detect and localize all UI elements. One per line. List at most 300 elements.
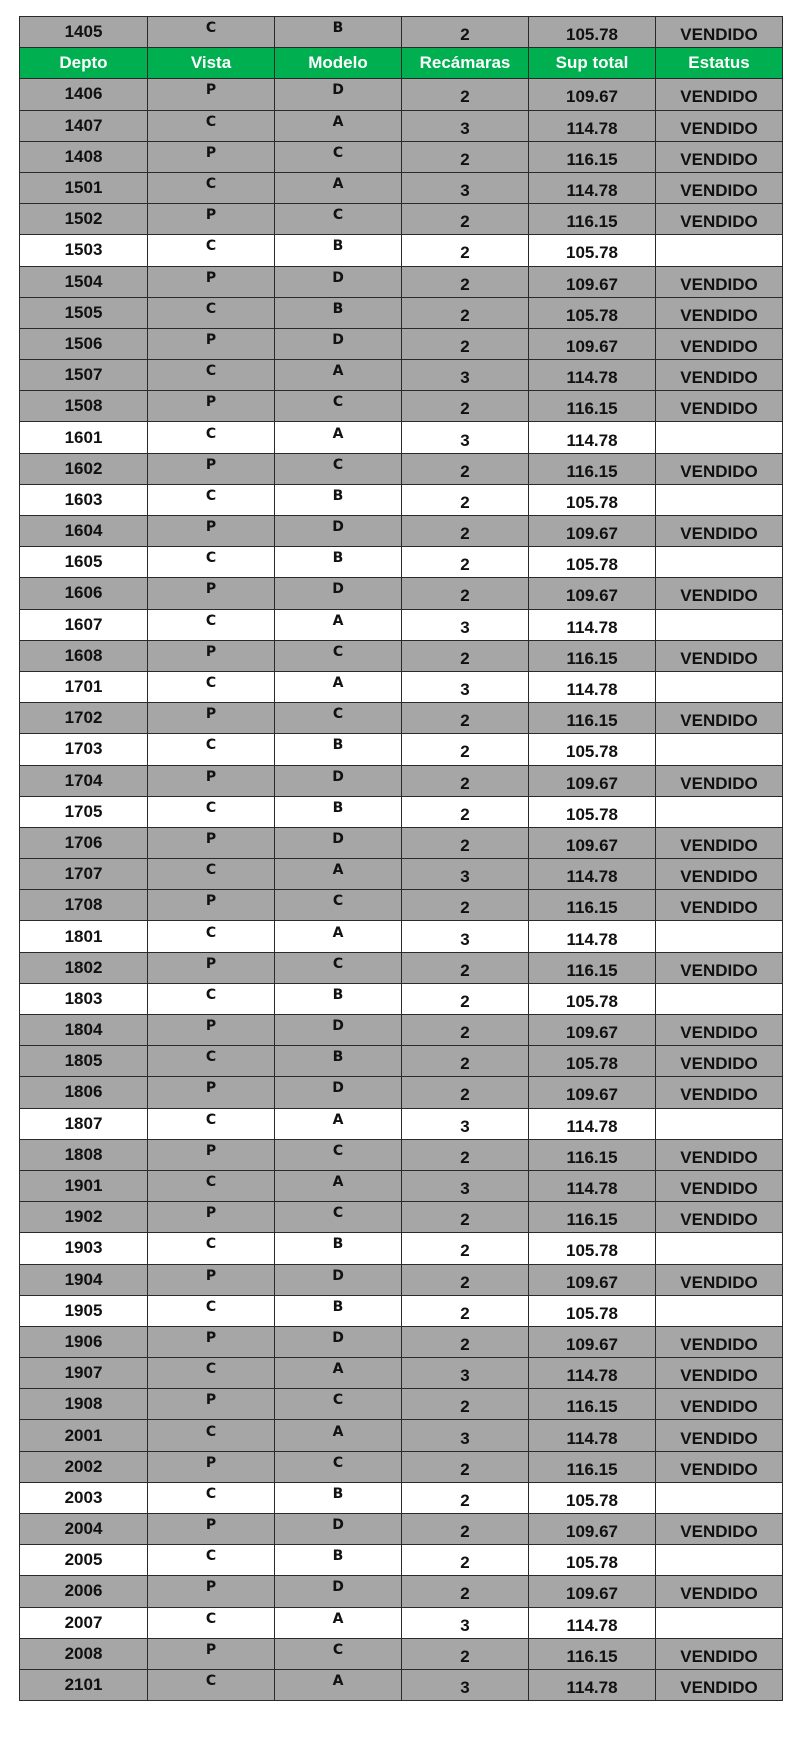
cell-text: 2: [460, 87, 470, 107]
table-row: [20, 952, 783, 983]
cell-depto: [20, 1669, 148, 1700]
cell-text: 114.78: [566, 181, 618, 201]
cell-text: 116.15: [566, 1397, 618, 1417]
units-table-body: [20, 17, 783, 1701]
cell-text: 2: [460, 1272, 470, 1292]
cell-recamaras: [402, 1576, 529, 1607]
cell-text: 116.15: [566, 1646, 618, 1666]
cell-estatus: [656, 484, 783, 515]
cell-estatus: [656, 1139, 783, 1170]
cell-sup-total: [529, 1420, 656, 1451]
cell-depto: [20, 1077, 148, 1108]
table-row: [20, 1077, 783, 1108]
cell-recamaras: [402, 141, 529, 172]
cell-estatus: [656, 1482, 783, 1513]
cell-sup-total: [529, 453, 656, 484]
cell-recamaras: [402, 1420, 529, 1451]
cell-text: 2008: [64, 1643, 103, 1663]
cell-recamaras: [402, 17, 529, 48]
table-row: [20, 1139, 783, 1170]
cell-sup-total: [529, 1202, 656, 1233]
cell-text: 109.67: [566, 1272, 618, 1292]
cell-estatus: [656, 827, 783, 858]
cell-text: D: [332, 331, 344, 348]
cell-text: C: [205, 176, 217, 193]
cell-recamaras: [402, 1295, 529, 1326]
cell-recamaras: [402, 859, 529, 890]
table-row: [20, 1514, 783, 1545]
cell-vista: [148, 1046, 275, 1077]
cell-text: C: [332, 1142, 344, 1159]
cell-text: 105.78: [566, 1553, 618, 1573]
cell-sup-total: [529, 1326, 656, 1357]
cell-recamaras: [402, 453, 529, 484]
cell-depto: [20, 1638, 148, 1669]
cell-sup-total: [529, 1607, 656, 1638]
cell-text: 1905: [64, 1300, 103, 1320]
cell-text: 1506: [64, 333, 103, 353]
table-row: [20, 640, 783, 671]
cell-text: VENDIDO: [680, 1428, 758, 1448]
cell-text: 1604: [64, 521, 103, 541]
cell-text: P: [205, 331, 217, 348]
cell-depto: [20, 1358, 148, 1389]
cell-text: 2: [460, 555, 470, 575]
cell-recamaras: [402, 204, 529, 235]
cell-text: 2: [460, 243, 470, 263]
cell-text: 2: [460, 742, 470, 762]
table-row: [20, 391, 783, 422]
cell-text: P: [205, 1080, 217, 1097]
cell-vista: [148, 297, 275, 328]
cell-text: 109.67: [566, 274, 618, 294]
cell-estatus: [656, 17, 783, 48]
cell-text: 114.78: [566, 1366, 618, 1386]
cell-vista: [148, 921, 275, 952]
cell-text: 3: [460, 1678, 470, 1698]
cell-text: 1708: [64, 895, 103, 915]
cell-text: 2: [460, 1522, 470, 1542]
cell-text: 3: [460, 368, 470, 388]
cell-vista: [148, 640, 275, 671]
cell-estatus: [656, 578, 783, 609]
cell-depto: [20, 1420, 148, 1451]
cell-text: 2: [460, 25, 470, 45]
cell-text: 105.78: [566, 1054, 618, 1074]
cell-text: 109.67: [566, 1334, 618, 1354]
cell-text: 116.15: [566, 1210, 618, 1230]
cell-depto: [20, 890, 148, 921]
cell-estatus: [656, 1451, 783, 1482]
cell-text: 1407: [64, 115, 103, 135]
header-text: Sup total: [555, 53, 629, 73]
cell-vista: [148, 578, 275, 609]
cell-vista: [148, 328, 275, 359]
cell-text: P: [205, 955, 217, 972]
cell-estatus: [656, 1077, 783, 1108]
cell-text: 2: [460, 804, 470, 824]
cell-text: VENDIDO: [680, 1646, 758, 1666]
cell-vista: [148, 484, 275, 515]
cell-vista: [148, 1576, 275, 1607]
cell-vista: [148, 110, 275, 141]
cell-sup-total: [529, 1233, 656, 1264]
cell-text: C: [332, 1641, 344, 1658]
cell-sup-total: [529, 1358, 656, 1389]
table-row: [20, 110, 783, 141]
cell-text: 1704: [64, 770, 103, 790]
cell-sup-total: [529, 141, 656, 172]
cell-depto: [20, 796, 148, 827]
cell-estatus: [656, 360, 783, 391]
cell-text: C: [205, 862, 217, 879]
table-row: [20, 1108, 783, 1139]
cell-text: 2: [460, 461, 470, 481]
cell-sup-total: [529, 1170, 656, 1201]
cell-recamaras: [402, 578, 529, 609]
cell-text: 114.78: [566, 1678, 618, 1698]
cell-text: B: [332, 1485, 344, 1502]
cell-text: 2001: [64, 1425, 103, 1445]
cell-estatus: [656, 765, 783, 796]
cell-text: 1605: [64, 552, 103, 572]
cell-text: 1606: [64, 583, 103, 603]
cell-text: 109.67: [566, 1584, 618, 1604]
cell-vista: [148, 1264, 275, 1295]
cell-text: 1903: [64, 1238, 103, 1258]
cell-vista: [148, 1451, 275, 1482]
cell-depto: [20, 1202, 148, 1233]
header-estatus: [656, 48, 783, 79]
cell-text: 2005: [64, 1550, 103, 1570]
cell-text: D: [332, 1329, 344, 1346]
cell-recamaras: [402, 422, 529, 453]
cell-vista: [148, 79, 275, 110]
cell-text: P: [205, 1205, 217, 1222]
cell-text: C: [205, 425, 217, 442]
cell-recamaras: [402, 1545, 529, 1576]
cell-modelo: [275, 235, 402, 266]
table-row: [20, 453, 783, 484]
table-row: [20, 890, 783, 921]
cell-sup-total: [529, 297, 656, 328]
cell-vista: [148, 1358, 275, 1389]
cell-text: A: [332, 675, 344, 692]
cell-sup-total: [529, 1015, 656, 1046]
cell-text: 2: [460, 1023, 470, 1043]
cell-modelo: [275, 1233, 402, 1264]
cell-text: 2006: [64, 1581, 103, 1601]
cell-text: 2: [460, 648, 470, 668]
cell-estatus: [656, 1638, 783, 1669]
cell-depto: [20, 859, 148, 890]
table-row: [20, 328, 783, 359]
cell-text: 109.67: [566, 87, 618, 107]
table-row: [20, 235, 783, 266]
cell-modelo: [275, 266, 402, 297]
cell-modelo: [275, 734, 402, 765]
cell-sup-total: [529, 110, 656, 141]
table-row: [20, 1576, 783, 1607]
header-text: Recámaras: [419, 53, 511, 73]
cell-recamaras: [402, 266, 529, 297]
cell-depto: [20, 1264, 148, 1295]
cell-modelo: [275, 1638, 402, 1669]
cell-text: C: [205, 612, 217, 629]
cell-depto: [20, 1514, 148, 1545]
cell-text: 3: [460, 867, 470, 887]
cell-vista: [148, 1420, 275, 1451]
cell-text: 3: [460, 680, 470, 700]
cell-sup-total: [529, 640, 656, 671]
cell-estatus: [656, 734, 783, 765]
cell-text: D: [332, 830, 344, 847]
cell-text: A: [332, 612, 344, 629]
cell-recamaras: [402, 640, 529, 671]
cell-text: D: [332, 1579, 344, 1596]
cell-text: P: [205, 394, 217, 411]
cell-estatus: [656, 453, 783, 484]
cell-recamaras: [402, 1514, 529, 1545]
cell-text: C: [205, 1423, 217, 1440]
cell-modelo: [275, 1077, 402, 1108]
cell-sup-total: [529, 422, 656, 453]
cell-text: 2: [460, 898, 470, 918]
cell-text: VENDIDO: [680, 212, 758, 232]
cell-text: 3: [460, 617, 470, 637]
cell-recamaras: [402, 172, 529, 203]
cell-text: C: [332, 1454, 344, 1471]
cell-recamaras: [402, 1326, 529, 1357]
cell-text: C: [205, 1111, 217, 1128]
cell-vista: [148, 1139, 275, 1170]
cell-text: C: [205, 487, 217, 504]
cell-sup-total: [529, 671, 656, 702]
cell-depto: [20, 516, 148, 547]
cell-recamaras: [402, 765, 529, 796]
table-row: [20, 796, 783, 827]
cell-text: B: [332, 986, 344, 1003]
cell-estatus: [656, 266, 783, 297]
cell-text: 2003: [64, 1487, 103, 1507]
cell-recamaras: [402, 890, 529, 921]
table-row: [20, 765, 783, 796]
cell-text: P: [205, 893, 217, 910]
table-row: [20, 1202, 783, 1233]
cell-modelo: [275, 1451, 402, 1482]
cell-modelo: [275, 1170, 402, 1201]
cell-text: P: [205, 1018, 217, 1035]
cell-vista: [148, 734, 275, 765]
cell-estatus: [656, 1326, 783, 1357]
table-row: [20, 1638, 783, 1669]
cell-recamaras: [402, 921, 529, 952]
cell-vista: [148, 1326, 275, 1357]
cell-sup-total: [529, 360, 656, 391]
cell-text: 3: [460, 1615, 470, 1635]
cell-text: VENDIDO: [680, 648, 758, 668]
cell-modelo: [275, 360, 402, 391]
cell-estatus: [656, 983, 783, 1014]
cell-recamaras: [402, 516, 529, 547]
cell-depto: [20, 1607, 148, 1638]
cell-text: B: [332, 300, 344, 317]
cell-estatus: [656, 921, 783, 952]
table-row: [20, 297, 783, 328]
cell-text: 109.67: [566, 835, 618, 855]
cell-recamaras: [402, 827, 529, 858]
cell-text: VENDIDO: [680, 1584, 758, 1604]
table-row: [20, 1015, 783, 1046]
cell-depto: [20, 204, 148, 235]
cell-depto: [20, 266, 148, 297]
cell-text: A: [332, 1174, 344, 1191]
cell-text: B: [332, 1236, 344, 1253]
cell-text: VENDIDO: [680, 1397, 758, 1417]
cell-text: 109.67: [566, 1085, 618, 1105]
cell-text: 3: [460, 181, 470, 201]
table-row: [20, 79, 783, 110]
cell-modelo: [275, 609, 402, 640]
cell-text: 114.78: [566, 368, 618, 388]
cell-depto: [20, 110, 148, 141]
cell-text: 114.78: [566, 617, 618, 637]
cell-text: 114.78: [566, 1179, 618, 1199]
table-row: [20, 1420, 783, 1451]
cell-text: C: [205, 1236, 217, 1253]
cell-text: 1505: [64, 302, 103, 322]
cell-text: C: [205, 20, 217, 37]
cell-sup-total: [529, 952, 656, 983]
cell-sup-total: [529, 1545, 656, 1576]
cell-sup-total: [529, 765, 656, 796]
cell-modelo: [275, 1139, 402, 1170]
cell-text: VENDIDO: [680, 524, 758, 544]
table-row: [20, 1451, 783, 1482]
cell-text: 114.78: [566, 1428, 618, 1448]
cell-text: 1602: [64, 458, 103, 478]
table-row: [20, 360, 783, 391]
cell-text: B: [332, 1548, 344, 1565]
table-row: [20, 172, 783, 203]
cell-text: 1703: [64, 739, 103, 759]
cell-text: D: [332, 82, 344, 99]
cell-text: D: [332, 1080, 344, 1097]
table-row: [20, 204, 783, 235]
cell-text: VENDIDO: [680, 898, 758, 918]
cell-depto: [20, 703, 148, 734]
cell-text: 2: [460, 305, 470, 325]
cell-text: C: [205, 300, 217, 317]
cell-depto: [20, 235, 148, 266]
cell-depto: [20, 671, 148, 702]
cell-sup-total: [529, 890, 656, 921]
table-row: [20, 1389, 783, 1420]
cell-depto: [20, 827, 148, 858]
cell-text: 1406: [64, 84, 103, 104]
cell-text: 2: [460, 1085, 470, 1105]
cell-text: 116.15: [566, 898, 618, 918]
table-row: [20, 141, 783, 172]
header-text: Depto: [59, 53, 108, 73]
cell-text: 1806: [64, 1082, 103, 1102]
cell-depto: [20, 141, 148, 172]
cell-recamaras: [402, 609, 529, 640]
cell-text: P: [205, 643, 217, 660]
cell-modelo: [275, 1669, 402, 1700]
cell-text: C: [205, 675, 217, 692]
cell-vista: [148, 172, 275, 203]
table-row: [20, 1482, 783, 1513]
cell-vista: [148, 422, 275, 453]
cell-text: C: [205, 113, 217, 130]
cell-text: 116.15: [566, 1147, 618, 1167]
cell-text: 116.15: [566, 960, 618, 980]
cell-estatus: [656, 609, 783, 640]
cell-estatus: [656, 1108, 783, 1139]
cell-depto: [20, 17, 148, 48]
cell-text: 1802: [64, 957, 103, 977]
cell-recamaras: [402, 703, 529, 734]
cell-text: VENDIDO: [680, 711, 758, 731]
cell-sup-total: [529, 983, 656, 1014]
cell-sup-total: [529, 796, 656, 827]
cell-vista: [148, 1389, 275, 1420]
cell-depto: [20, 1326, 148, 1357]
cell-estatus: [656, 1545, 783, 1576]
cell-recamaras: [402, 1358, 529, 1389]
cell-sup-total: [529, 1451, 656, 1482]
cell-text: VENDIDO: [680, 368, 758, 388]
cell-text: 1706: [64, 832, 103, 852]
cell-modelo: [275, 391, 402, 422]
cell-text: A: [332, 1673, 344, 1690]
cell-vista: [148, 796, 275, 827]
cell-text: 2101: [64, 1675, 103, 1695]
cell-text: 109.67: [566, 524, 618, 544]
cell-text: C: [205, 737, 217, 754]
cell-text: C: [332, 955, 344, 972]
cell-depto: [20, 983, 148, 1014]
cell-text: A: [332, 113, 344, 130]
table-row: [20, 547, 783, 578]
cell-text: D: [332, 519, 344, 536]
cell-text: VENDIDO: [680, 867, 758, 887]
cell-sup-total: [529, 547, 656, 578]
cell-text: 2: [460, 773, 470, 793]
cell-text: 116.15: [566, 648, 618, 668]
cell-sup-total: [529, 1295, 656, 1326]
cell-depto: [20, 328, 148, 359]
cell-text: 1807: [64, 1113, 103, 1133]
cell-modelo: [275, 703, 402, 734]
cell-text: 105.78: [566, 305, 618, 325]
cell-depto: [20, 1295, 148, 1326]
cell-sup-total: [529, 734, 656, 765]
table-row: [20, 422, 783, 453]
cell-estatus: [656, 328, 783, 359]
header-text: Vista: [190, 53, 232, 73]
cell-text: 105.78: [566, 555, 618, 575]
cell-modelo: [275, 1264, 402, 1295]
cell-depto: [20, 952, 148, 983]
cell-recamaras: [402, 360, 529, 391]
cell-estatus: [656, 172, 783, 203]
cell-text: 3: [460, 1116, 470, 1136]
cell-text: B: [332, 550, 344, 567]
cell-text: 2: [460, 399, 470, 419]
header-text: Estatus: [688, 53, 750, 73]
